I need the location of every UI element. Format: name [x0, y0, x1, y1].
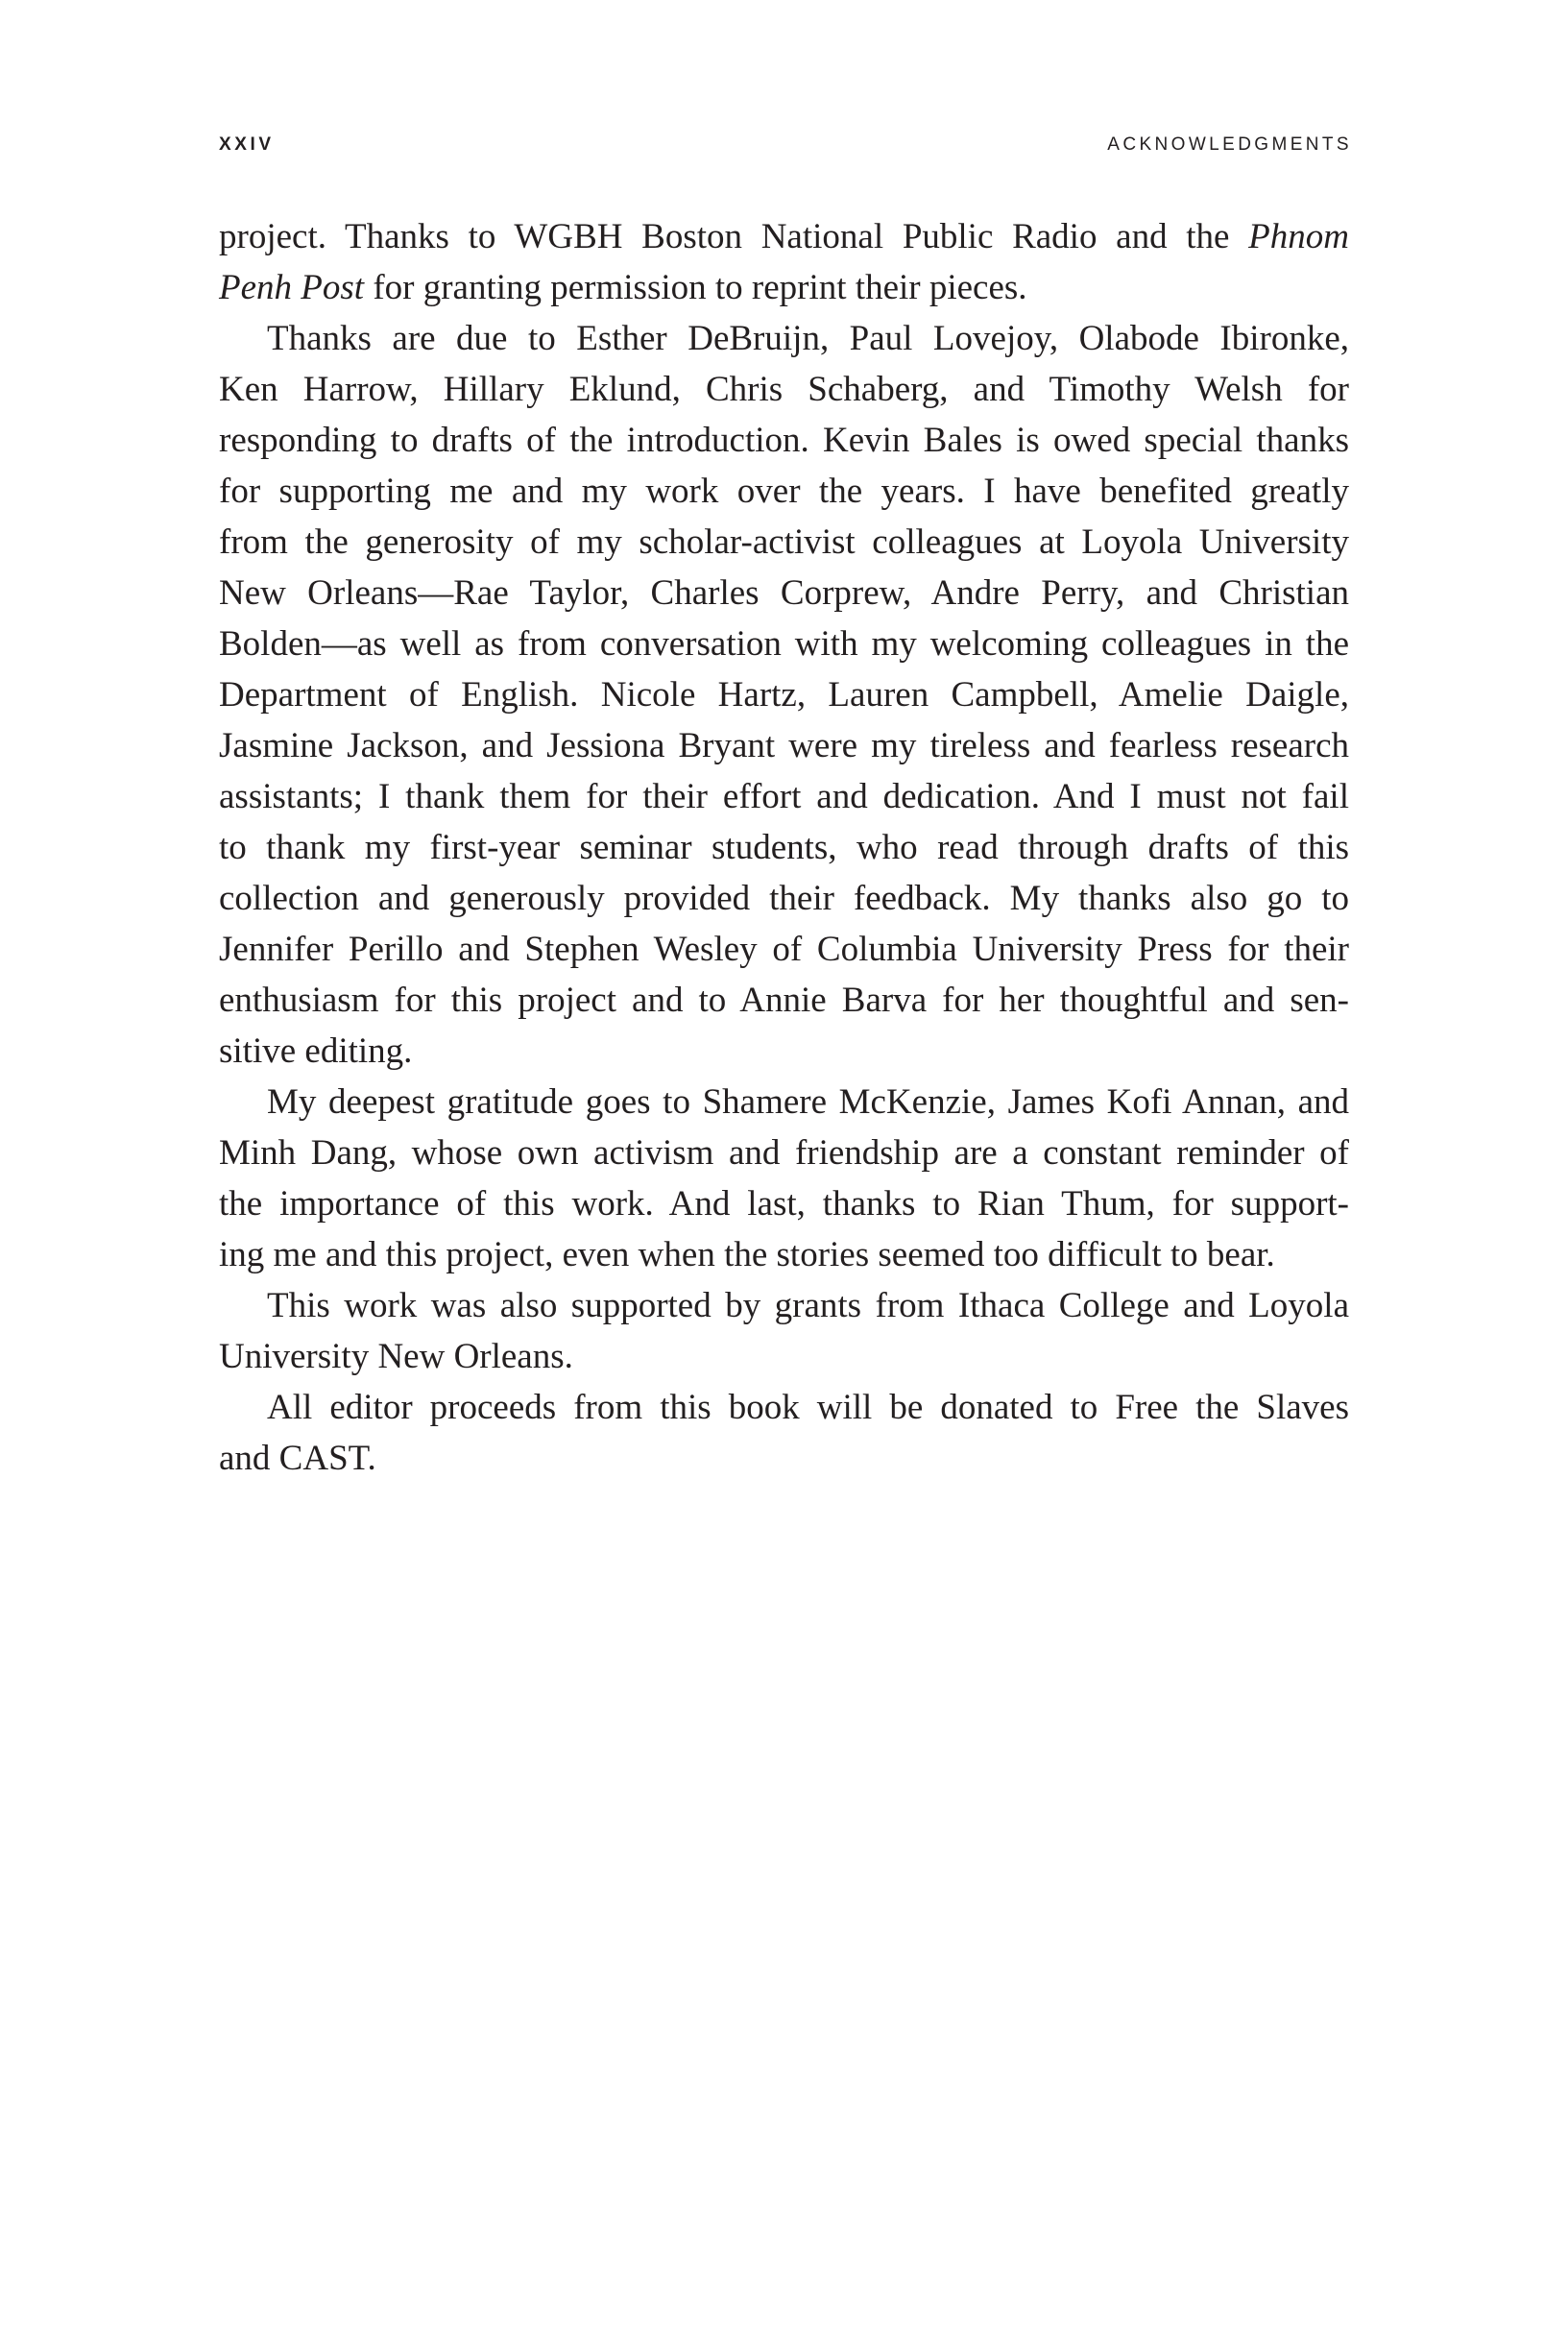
text-line: Ken Harrow, Hillary Eklund, Chris Schaberg, and Timothy Welsh for	[219, 370, 1349, 409]
text-line: Thanks are due to Esther DeBruijn, Paul Lovejoy, Olabode Ibironke,	[267, 319, 1349, 358]
text-line	[219, 211, 1349, 262]
text-line: collection and generously provided their feedback. My thanks also go to	[219, 879, 1349, 918]
text-line: for supporting me and my work over the years. I have benefited greatly	[219, 472, 1349, 511]
section-title: ACKNOWLEDGMENTS	[1107, 134, 1352, 155]
text-line: All editor proceeds from this book will be donated to Free the Slaves	[267, 1388, 1349, 1427]
running-head	[219, 134, 1352, 158]
text-line	[219, 262, 1349, 313]
text-line: to thank my first-year seminar students, who read through drafts of this	[219, 828, 1349, 867]
publication-title: Penh Post	[219, 268, 365, 307]
text-line: from the generosity of my scholar-activist colleagues at Loyola University	[219, 522, 1349, 562]
text-line: New Orleans—Rae Taylor, Charles Corprew, Andre Perry, and Christian	[219, 573, 1349, 613]
text-line: responding to drafts of the introduction. Kevin Bales is owed special thanks	[219, 421, 1349, 460]
text-line: My deepest gratitude goes to Shamere McKenzie, James Kofi Annan, and	[267, 1082, 1349, 1122]
text-line: assistants; I thank them for their effort and dedication. And I must not fail	[219, 777, 1349, 816]
acknowledgments-body	[219, 211, 1349, 1484]
text-line: Department of English. Nicole Hartz, Lauren Campbell, Amelie Daigle,	[219, 675, 1349, 715]
text-span: project. Thanks to WGBH Boston National Public Radio and the	[219, 217, 1249, 256]
text-line: enthusiasm for this project and to Annie Barva for her thoughtful and sen-	[219, 981, 1349, 1020]
text-line: Jennifer Perillo and Stephen Wesley of Columbia University Press for their	[219, 930, 1349, 969]
text-line: ing me and this project, even when the stories seemed too difficult to bear.	[219, 1235, 1275, 1274]
text-line: This work was also supported by grants from Ithaca College and Loyola	[267, 1286, 1349, 1325]
publication-title: Phnom	[1248, 217, 1349, 256]
text-line: Bolden—as well as from conversation with my welcoming colleagues in the	[219, 624, 1349, 664]
text-span: for granting permission to reprint their pieces.	[364, 268, 1027, 307]
text-line: and CAST.	[219, 1439, 376, 1478]
text-line: sitive editing.	[219, 1031, 413, 1071]
text-line: University New Orleans.	[219, 1337, 573, 1376]
text-line: Jasmine Jackson, and Jessiona Bryant were my tireless and fearless research	[219, 726, 1349, 765]
page-number: XXIV	[219, 134, 275, 155]
text-line: the importance of this work. And last, thanks to Rian Thum, for support-	[219, 1184, 1349, 1224]
text-line: Minh Dang, whose own activism and friendship are a constant reminder of	[219, 1133, 1349, 1173]
